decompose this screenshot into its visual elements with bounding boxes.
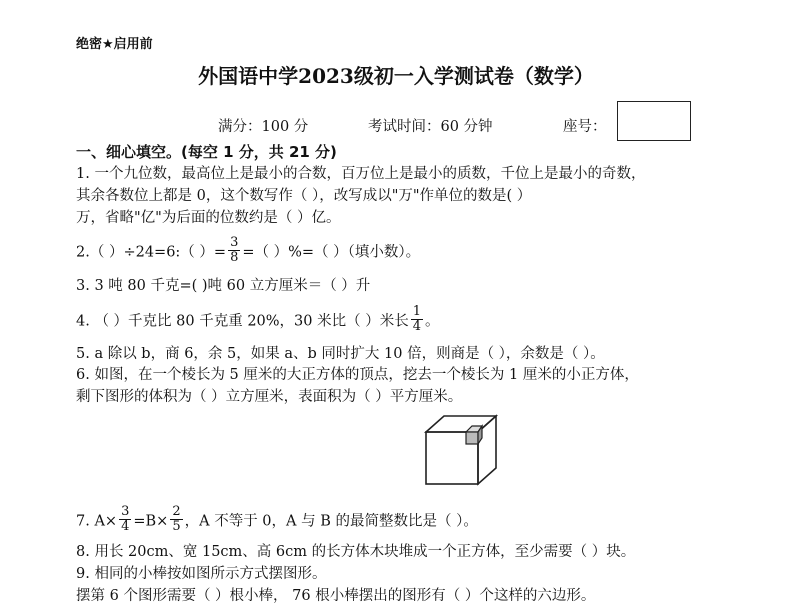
question-2-part-b: =（ ）%=（ ）（填小数）。 (242, 244, 421, 261)
question-1-line-2: 其余各数位上都是 0，这个数写作（ ），改写成以"万"作单位的数是( ） (76, 188, 532, 204)
seat-number-box[interactable] (617, 101, 691, 141)
fraction-3-4 (119, 505, 131, 534)
cube-figure (420, 408, 500, 488)
question-7 (76, 504, 478, 536)
question-7-part-b: =B× (133, 513, 169, 530)
question-7-part-a: 7. A× (76, 513, 118, 530)
question-3: 3. 3 吨 80 千克=( )吨 60 立方厘米＝（ ）升 (76, 278, 371, 294)
question-5: 5. a 除以 b，商 6，余 5，如果 a、b 同时扩大 10 倍，则商是（ ），余数是（ ）。 (76, 346, 605, 362)
fraction-1-4 (411, 305, 423, 334)
seat-label: 座号： (563, 119, 607, 135)
fraction-denominator: 4 (412, 319, 422, 334)
section-heading: 一、细心填空。(每空 1 分，共 21 分) (76, 143, 337, 161)
question-6-line-2: 剩下图形的体积为（ ）立方厘米，表面积为（ ）平方厘米。 (76, 389, 463, 405)
question-2-part-a: 2.（ ）÷24=6:（ ）= (76, 244, 227, 261)
question-7-part-c: ，A 不等于 0，A 与 B 的最简整数比是（ ）。 (184, 513, 478, 530)
fraction-2-5 (170, 505, 182, 534)
question-6-line-1: 6. 如图，在一个棱长为 5 厘米的大正方体的顶点，挖去一个棱长为 1 厘米的小正方体， (76, 367, 639, 383)
fraction-numerator: 1 (412, 304, 422, 319)
fraction-denominator: 5 (172, 519, 181, 534)
fraction-denominator: 8 (230, 250, 239, 265)
question-9-line-2: 摆第 6 个图形需要（ ）根小棒， 76 根小棒摆出的图形有（ ）个这样的六边形。 (76, 588, 596, 604)
question-9-line-1: 9. 相同的小棒按如图所示方式摆图形。 (76, 566, 327, 582)
fraction-numerator: 2 (172, 504, 181, 519)
page-title: 外国语中学2023级初一入学测试卷（数学） (198, 64, 594, 88)
secret-label: 绝密★启用前 (76, 37, 153, 52)
fraction-denominator: 4 (121, 519, 130, 534)
full-marks: 满分：100 分 (218, 119, 309, 135)
fraction-numerator: 3 (230, 235, 239, 250)
fraction-3-8 (228, 236, 240, 265)
question-1-line-1: 1. 一个九位数，最高位上是最小的合数，百万位上是最小的质数，千位上是最小的奇数， (76, 166, 646, 182)
question-4-part-a: 4. （ ）千克比 80 千克重 20%，30 米比（ ）米长 (76, 313, 409, 330)
question-4 (76, 304, 440, 336)
fraction-numerator: 3 (121, 504, 130, 519)
question-8: 8. 用长 20cm、宽 15cm、高 6cm 的长方体木块堆成一个正方体，至少需要（ ）块。 (76, 544, 636, 560)
exam-time: 考试时间：60 分钟 (368, 119, 493, 135)
question-4-part-b: 。 (425, 313, 440, 330)
question-2 (76, 235, 421, 267)
question-1-line-3: 万，省略"亿"为后面的位数约是（ ）亿。 (76, 210, 341, 226)
